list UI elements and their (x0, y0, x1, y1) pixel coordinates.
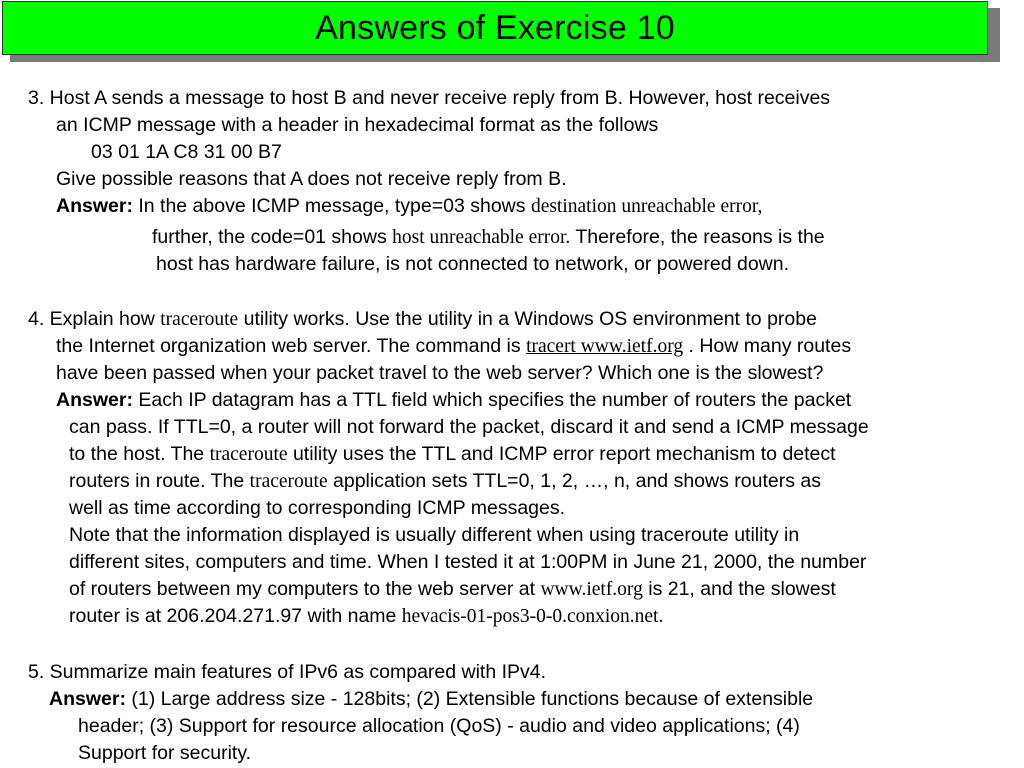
q4-note-line-1: Note that the information displayed is usually different when using traceroute utility in (69, 524, 800, 546)
page-title: Answers of Exercise 10 (315, 8, 675, 47)
q4-router-name: hevacis-01-pos3-0-0.conxion.net (401, 606, 659, 627)
q4-answer-text: utility uses the TTL and ICMP error report mechanism to detect (287, 443, 836, 465)
q4-url: www.ietf.org (540, 579, 643, 600)
q4-note-text: of routers between my computers to the web server at (69, 578, 541, 600)
q5-answer-text: (1) Large address size - 128bits; (2) Extensible functions because of extensible (125, 688, 814, 710)
q4-answer-text: Each IP datagram has a TTL field which specifies the number of routers the packet (132, 389, 852, 411)
q4-answer-text: routers in route. The (69, 470, 250, 492)
q4-answer-text: application sets TTL=0, 1, 2, …, n, and shows routers as (327, 470, 821, 492)
q4-answer-line-2: can pass. If TTL=0, a router will not forward the packet, discard it and send a ICMP message (69, 416, 869, 438)
q3-answer-text: further, the code=01 shows (152, 226, 393, 248)
q5-line-1: 5. Summarize main features of IPv6 as compared with IPv4. (28, 661, 547, 683)
q4-note-text: is 21, and the slowest (642, 578, 836, 600)
q4-note-text: . (658, 606, 664, 627)
q4-answer-line-3 (69, 441, 836, 468)
answer-label: Answer: (56, 195, 133, 217)
q4-term: traceroute (249, 471, 328, 492)
q4-line-2 (56, 333, 851, 360)
q4-answer-text: to the host. The (69, 443, 210, 465)
q3-answer-term: destination unreachable error, (530, 196, 763, 217)
q4-text: 4. Explain how (28, 308, 161, 330)
title-banner (2, 1, 988, 55)
q4-text: utility works. Use the utility in a Windows OS environment to probe (238, 308, 817, 330)
q3-answer-line-2 (152, 224, 825, 251)
q5-answer-line-3: Support for security. (78, 742, 252, 764)
q4-answer-line-5: well as time according to corresponding ICMP messages. (69, 497, 566, 519)
q3-answer-text: Therefore, the reasons is the (570, 226, 825, 248)
q3-answer-line-1 (56, 193, 762, 220)
q3-line-1: 3. Host A sends a message to host B and never receive reply from B. However, host receives (28, 87, 831, 109)
q5-answer-line-2: header; (3) Support for resource allocation (QoS) - audio and video applications; (4) (78, 715, 800, 737)
q4-term: traceroute (160, 309, 239, 330)
q3-answer-line-3: host has hardware failure, is not connected to network, or powered down. (156, 253, 790, 275)
q4-term: traceroute (209, 444, 288, 465)
q4-answer-line-4 (69, 468, 821, 495)
q3-hex-header: 03 01 1A C8 31 00 B7 (91, 141, 282, 163)
q4-note-text: router is at 206.204.271.97 with name (69, 605, 402, 627)
q4-line-3: have been passed when your packet travel to the web server? Which one is the slowest? (56, 362, 824, 384)
answer-label: Answer: (49, 688, 126, 710)
q4-note-line-3 (69, 576, 836, 603)
q4-answer-line-1 (56, 387, 851, 413)
q3-line-4: Give possible reasons that A does not receive reply from B. (56, 168, 567, 190)
q5-answer-line-1 (49, 686, 813, 712)
q4-note-line-4 (69, 603, 663, 630)
q3-answer-term: host unreachable error. (392, 227, 571, 248)
q4-line-1 (28, 306, 817, 333)
q3-answer-text: In the above ICMP message, type=03 shows (132, 195, 531, 217)
q4-text: . How many routes (683, 335, 852, 357)
answer-label: Answer: (56, 389, 133, 411)
q3-line-2: an ICMP message with a header in hexadecimal format as the follows (56, 114, 659, 136)
q4-text: the Internet organization web server. The command is (56, 335, 527, 357)
q4-command: tracert www.ietf.org (526, 336, 684, 357)
q4-note-line-2: different sites, computers and time. When I tested it at 1:00PM in June 21, 2000, the number (69, 551, 867, 573)
